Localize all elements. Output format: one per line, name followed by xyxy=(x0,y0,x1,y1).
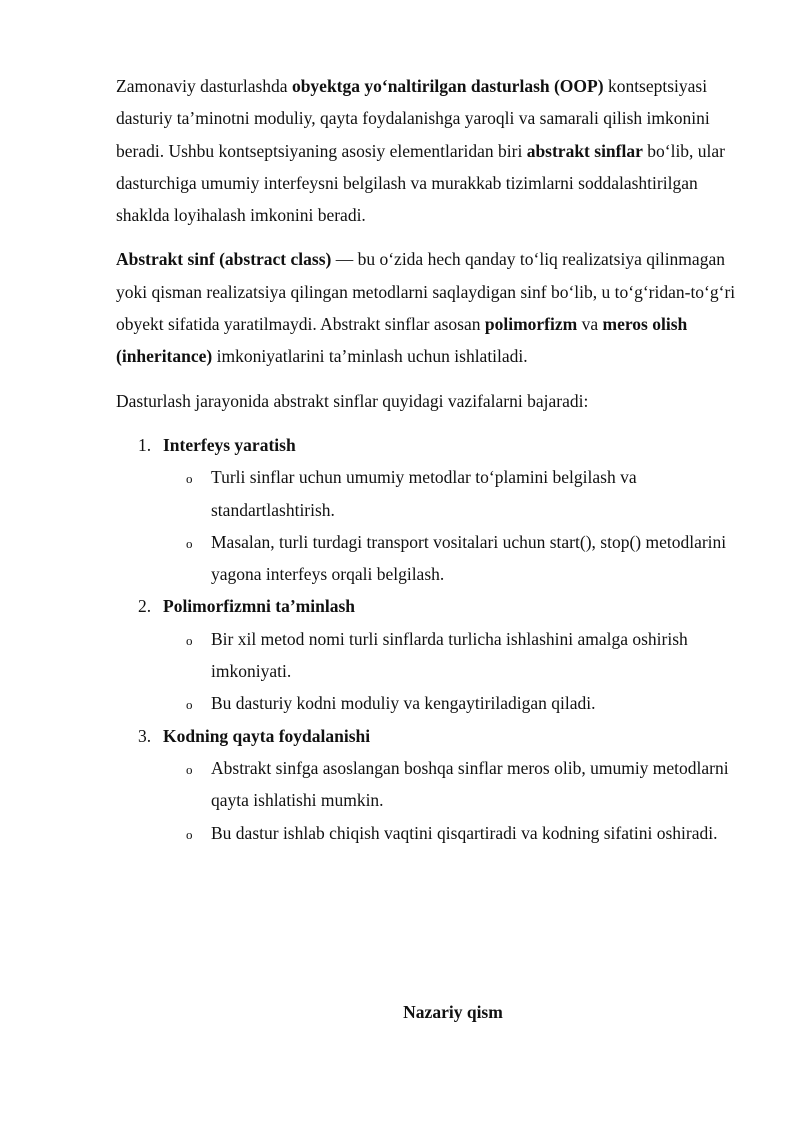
intro-paragraph xyxy=(116,70,746,231)
sub-list-item xyxy=(116,623,746,688)
sub-list-item-text: Masalan, turli turdagi transport vositalari uchun start(), stop() metodlarini yagona interfeys orqali belgilash. xyxy=(211,531,727,585)
sub-list xyxy=(116,461,746,590)
list-item-heading xyxy=(116,720,746,752)
intro-emphasis-oop: obyektga yo‘naltirilgan dasturlash (OOP) xyxy=(291,76,604,96)
intro-text: kontseptsiyasi dasturiy ta’minotni moduliy, qayta foydalanishga yaroqli va samarali qilish imkonini beradi. Ushbu kontseptsiyaning asosiy elementlaridan biri xyxy=(116,76,710,161)
intro-emphasis-abstract-classes: abstrakt sinflar xyxy=(526,140,643,161)
list-item-title: Kodning qayta foydalanishi xyxy=(163,725,371,746)
numbered-list xyxy=(116,429,746,849)
sub-list xyxy=(116,752,746,849)
sub-list-item xyxy=(116,752,746,817)
list-item-number: 2. xyxy=(138,596,152,617)
circle-bullet-icon: o xyxy=(186,697,193,713)
intro-text: bo‘lib, ular dasturchiga umumiy interfeysni belgilash va murakkab tizimlarni soddalashtirilgan shaklda loyihalash imkonini beradi. xyxy=(116,140,726,226)
list-item-title: Polimorfizmni ta’minlash xyxy=(163,596,355,617)
circle-bullet-icon: o xyxy=(186,761,193,777)
sub-list-item xyxy=(116,461,746,526)
list-item-title: Interfeys yaratish xyxy=(163,434,296,455)
definition-emphasis-polymorphism: polimorfizm xyxy=(484,314,578,335)
document-body xyxy=(116,70,746,849)
definition-emphasis-inheritance: meros olish (inheritance) xyxy=(116,314,688,367)
section-heading: Nazariy qism xyxy=(403,1002,503,1022)
definition-text: va xyxy=(577,314,603,335)
sub-list-item xyxy=(116,687,746,719)
list-item xyxy=(116,720,746,849)
list-item xyxy=(116,429,746,590)
list-item-number: 3. xyxy=(138,725,152,746)
circle-bullet-icon: o xyxy=(186,535,193,551)
list-item-number: 1. xyxy=(138,434,152,455)
sub-list-item-text: Turli sinflar uchun umumiy metodlar to‘plamini belgilash va standartlashtirish. xyxy=(211,467,637,520)
sub-list-item-text: Bir xil metod nomi turli sinflarda turlicha ishlashini amalga oshirish imkoniyati. xyxy=(211,628,688,682)
sub-list xyxy=(116,623,746,720)
circle-bullet-icon: o xyxy=(186,826,193,842)
list-item-heading xyxy=(116,429,746,461)
sub-list-item-text: Bu dastur ishlab chiqish vaqtini qisqartiradi va kodning sifatini oshiradi. xyxy=(211,822,718,843)
list-item-heading xyxy=(116,590,746,622)
sub-list-item-text: Abstrakt sinfga asoslangan boshqa sinflar meros olib, umumiy metodlarni qayta ishlatishi mumkin. xyxy=(211,757,729,811)
sub-list-item xyxy=(116,817,746,849)
list-item xyxy=(116,590,746,719)
definition-paragraph xyxy=(116,243,746,372)
definition-term: Abstrakt sinf (abstract class) xyxy=(116,249,332,270)
sub-list-item xyxy=(116,526,746,591)
definition-text: — bu o‘zida hech qanday to‘liq realizatsiya qilinmagan yoki qisman realizatsiya qilingan metodlarni saqlaydigan sinf bo‘lib, u to‘g‘ridan-to‘g‘ri obyekt sifatida yaratilmaydi. Abstrakt sinflar asosan xyxy=(116,249,736,335)
sub-list-item-text: Bu dasturiy kodni moduliy va kengaytiriladigan qiladi. xyxy=(211,693,596,714)
intro-text: Zamonaviy dasturlashda xyxy=(116,76,292,96)
circle-bullet-icon: o xyxy=(186,632,193,648)
circle-bullet-icon: o xyxy=(186,471,193,487)
lead-paragraph: Dasturlash jarayonida abstrakt sinflar quyidagi vazifalarni bajaradi: xyxy=(116,390,589,411)
definition-text: imkoniyatlarini ta’minlash uchun ishlatiladi. xyxy=(212,346,528,367)
